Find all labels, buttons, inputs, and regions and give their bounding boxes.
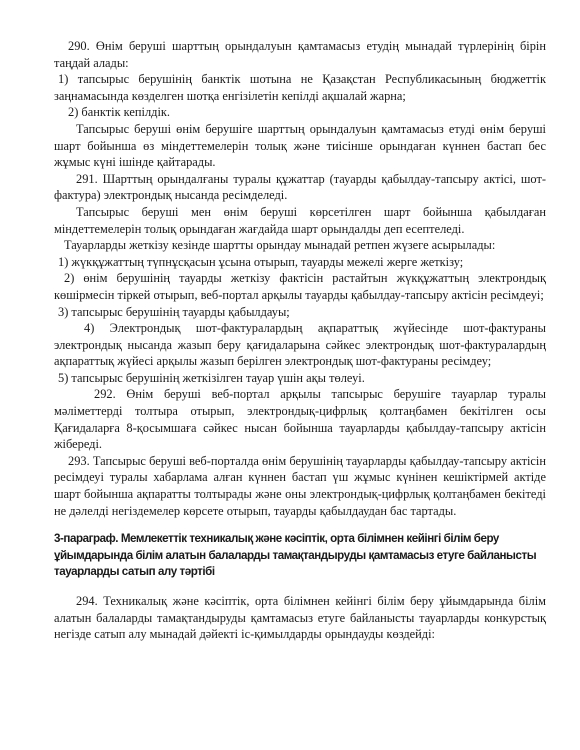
- paragraph-294: 294. Техникалық және кәсіптік, орта білімнен кейінгі білім беру ұйымдарында білім алатын балаларды тамақтандыруды қамтамасыз етуге байланысты тауарларды конкурстық негізде сатып алу мынадай дәйекті іс-қимылдарды орындауды көздейді:: [54, 594, 546, 642]
- paragraph-293: 293. Тапсырыс беруші веб-порталда өнім берушінің тауарларды қабылдау-тапсыру актісін ресімдеуі туралы хабарлама алған күннен бастап үш жұмыс күнінен кешіктірмей актіде шарт бойынша ақпаратты толтырады және оны электрондық-цифрлық қолтаңбамен бекітеді не дәлелді негіздемелер көрсете отырып, тауарды қабылдаудан бас тартады.: [54, 453, 546, 518]
- paragraph-291-item-5: 5) тапсырыс берушінің жеткізілген тауар үшін ақы төлеуі.: [58, 370, 365, 385]
- paragraph-291-item-2: 2) өнім берушінің тауарды жеткізу фактісін растайтын жүкқұжаттың электрондық көшірмесін тіркей отырып, веб-портал арқылы тауарды қабылдау-тапсыру актісін ресімдеуі;: [54, 271, 546, 302]
- paragraph-291-item-3: 3) тапсырыс берушінің тауарды қабылдауы;: [58, 304, 290, 319]
- paragraph-291-obligations: Тапсырыс беруші мен өнім беруші көрсетілген шарт бойынша қабылдаған міндеттемелерін толық орындаған жағдайда шарт орындалды деп есептеледі.: [54, 204, 546, 236]
- paragraph-291-order: Тауарларды жеткізу кезінде шартты орындау мынадай ретпен жүзеге асырылады:: [64, 238, 496, 253]
- paragraph-290-item-1: 1) тапсырыс берушінің банктік шотына не Қазақстан Республикасының бюджеттік заңнамасында көзделген шотқа енгізілетін кепілді ақшалай жарна;: [54, 72, 546, 103]
- section-heading: 3-параграф. Мемлекеттік техникалық және кәсіптік, орта білімнен кейінгі білім беру ұйымдарында білім алатын балаларды тамақтандыруды қамтамасыз етуге байланысты тауарларды сатып алу тәртібі: [54, 532, 537, 579]
- paragraph-290-return: Тапсырыс беруші өнім берушіге шарттың орындалуын қамтамасыз етуді өнім беруші шарт бойынша өз міндеттемелерін толық және тиісінше орындаған күннен бастап бес жұмыс күні ішінде қайтарады.: [54, 121, 546, 170]
- paragraph-291: 291. Шарттың орындалғаны туралы құжаттар (тауарды қабылдау-тапсыру актісі, шот-фактура) электрондық нысанда ресімделеді.: [54, 171, 546, 203]
- paragraph-291-item-4: 4) Электрондық шот-фактуралардың ақпараттық жүйесінде шот-фактураны электрондық нысанда жазып беру қағидаларына сәйкес электрондық шот-фактуралардың ақпараттық жүйесі арқылы жазып берілген электрондық шот-фактураны ресімдеу;: [54, 321, 546, 369]
- paragraph-290-item-2: 2) банктік кепілдік.: [68, 105, 171, 120]
- paragraph-290: 290. Өнім беруші шарттың орындалуын қамтамасыз етудің мынадай түрлерінің бірін таңдай алады:: [54, 39, 546, 70]
- paragraph-291-item-1: 1) жүкқұжаттың түпнұсқасын ұсына отырып, тауарды межелі жерге жеткізу;: [58, 254, 464, 269]
- paragraph-292: 292. Өнім беруші веб-портал арқылы тапсырыс берушіге тауарлар туралы мәліметтерді толтыра отырып, электрондық-цифрлық қолтаңбамен бекітілген осы Қағидаларға 8-қосымшаға сәйкес нысан бойынша тауарларды қабылдау-тапсыру актісін жібереді.: [54, 387, 546, 452]
